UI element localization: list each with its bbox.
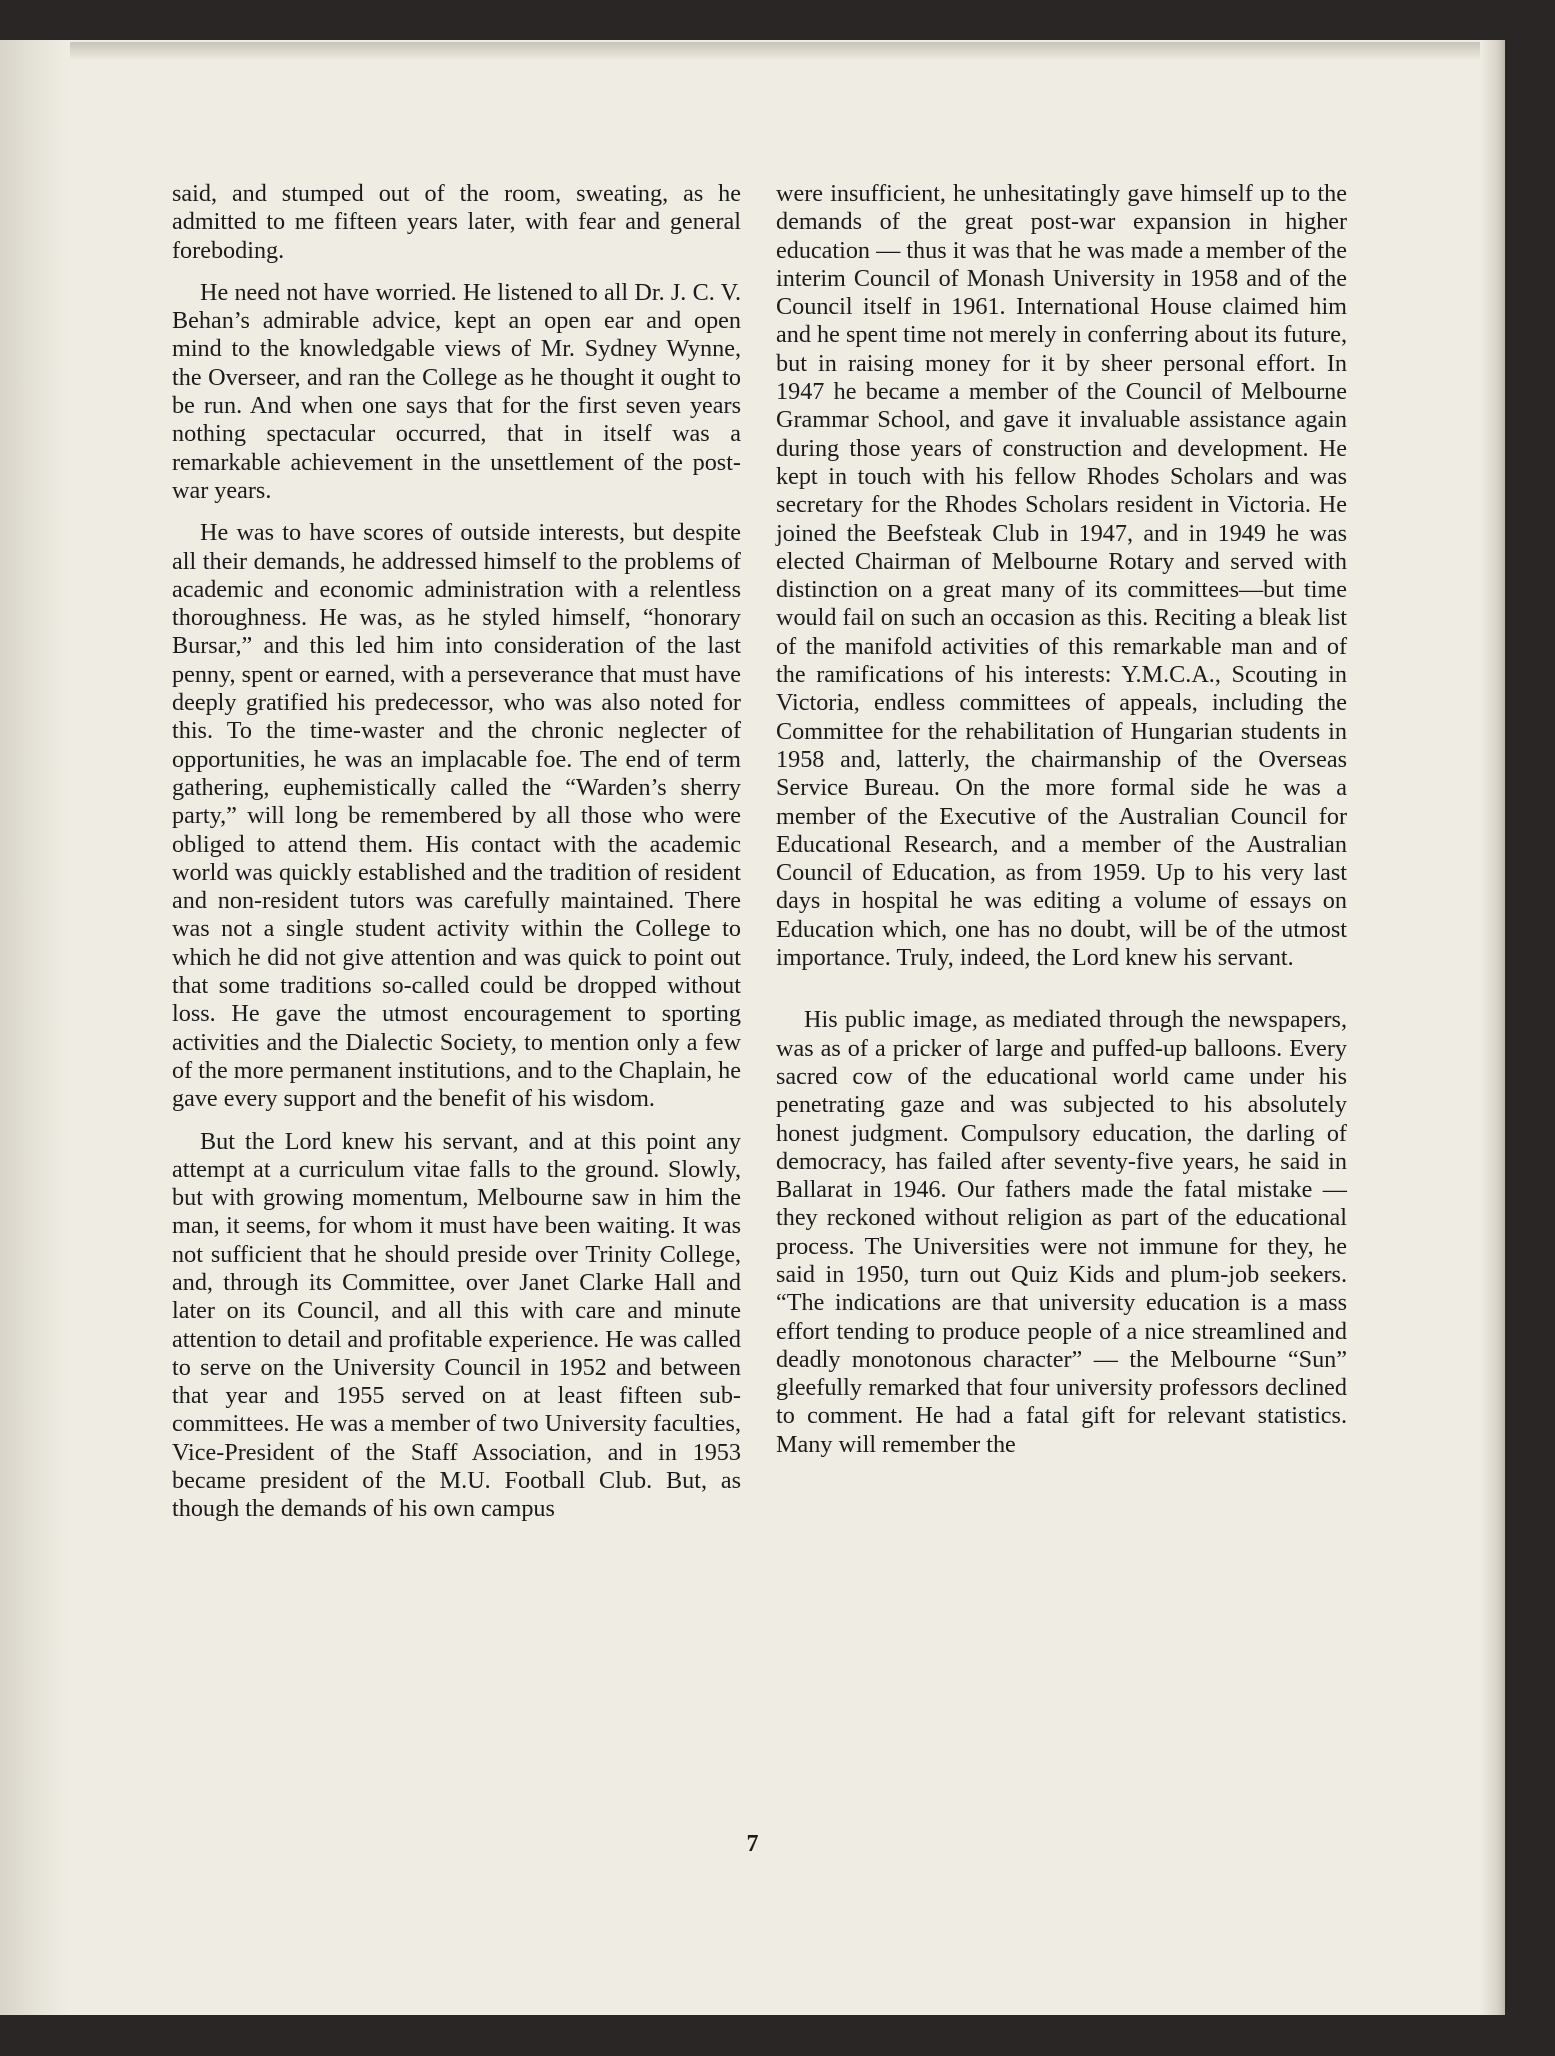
paragraph: But the Lord knew his servant, and at this point any attempt at a curriculum vitae falls to the ground. Slowly, but with growing momentum, Melbourne saw in him the man, it seems, for whom it must have been waiting. It was not sufficient that he should preside over Trinity College, and, through its Committee, over Janet Clarke Hall and later on its Council, and all this with care and minute attention to detail and profitable experience. He was called to serve on the University Council in 1952 and between that year and 1955 served on at least fifteen sub-committees. He was a member of two University faculties, Vice-President of the Staff Association, and in 1953 became president of the M.U. Football Club. But, as though the demands of his own campus: [172, 1127, 741, 1523]
paragraph: said, and stumped out of the room, sweating, as he admitted to me fifteen years later, with fear and general foreboding.: [172, 180, 741, 264]
left-column: [172, 180, 741, 1538]
paragraph: He need not have worried. He listened to all Dr. J. C. V. Behan’s admirable advice, kept an open ear and open mind to the knowledgable views of Mr. Sydney Wynne, the Overseer, and ran the College as he thought it ought to be run. And when one says that for the first seven years nothing spectacular occurred, that in itself was a remarkable achievement in the unsettlement of the post-war years.: [172, 278, 741, 504]
paragraph: He was to have scores of outside interests, but despite all their demands, he addressed himself to the problems of academic and economic administration with a relentless thoroughness. He was, as he styled himself, “honorary Bursar,” and this led him into consideration of the last penny, spent or earned, with a perseverance that must have deeply gratified his predecessor, who was also noted for this. To the time-waster and the chronic neglecter of opportunities, he was an implacable foe. The end of term gathering, euphemistically called the “Warden’s sherry party,” will long be remembered by all those who were obliged to attend them. His contact with the academic world was quickly established and the tradition of resident and non-resident tutors was carefully maintained. There was not a single student activity within the College to which he did not give attention and was quick to point out that some traditions so-called could be dropped without loss. He gave the utmost encouragement to sporting activities and the Dialectic Society, to mention only a few of the more permanent institutions, and to the Chaplain, he gave every support and the benefit of his wisdom.: [172, 519, 741, 1113]
paragraph: His public image, as mediated through the newspapers, was as of a pricker of large and puffed-up balloons. Every sacred cow of the educational world came under his penetrating gaze and was subjected to his absolutely honest judgment. Compulsory education, the darling of democracy, has failed after seventy-five years, he said in Ballarat in 1946. Our fathers made the fatal mistake — they reckoned without religion as part of the educational process. The Universities were not immune for they, he said in 1950, turn out Quiz Kids and plum-job seekers. “The indications are that university education is a mass effort tending to produce people of a nice streamlined and deadly monotonous character” — the Melbourne “Sun” gleefully remarked that four university professors declined to comment. He had a fatal gift for relevant statistics. Many will remember the: [776, 1006, 1347, 1458]
right-column: [776, 180, 1347, 1473]
page-right-edge: [1480, 40, 1505, 2015]
page-top-edge: [70, 42, 1502, 60]
paragraph: were insufficient, he unhesitatingly gave himself up to the demands of the great post-war expansion in higher education — thus it was that he was made a member of the interim Council of Monash University in 1958 and of the Council itself in 1961. International House claimed him and he spent time not merely in conferring about its future, but in raising money for it by sheer personal effort. In 1947 he became a member of the Council of Melbourne Grammar School, and gave it invaluable assistance again during those years of construction and development. He kept in touch with his fellow Rhodes Scholars and was secretary for the Rhodes Scholars resident in Victoria. He joined the Beefsteak Club in 1947, and in 1949 he was elected Chairman of Melbourne Rotary and served with distinction on a great many of its committees—but time would fail on such an occasion as this. Reciting a bleak list of the manifold activities of this remarkable man and of the ramifications of his interests: Y.M.C.A., Scouting in Victoria, endless committees of appeals, including the Committee for the rehabilitation of Hungarian students in 1958 and, latterly, the chairmanship of the Overseas Service Bureau. On the more formal side he was a member of the Executive of the Australian Council for Educational Research, and a member of the Australian Council of Education, as from 1959. Up to his very last days in hospital he was editing a volume of essays on Education which, one has no doubt, will be of the utmost importance. Truly, indeed, the Lord knew his servant.: [776, 180, 1347, 972]
binding-shadow: [0, 40, 68, 2015]
page-number: 7: [746, 1831, 759, 1857]
